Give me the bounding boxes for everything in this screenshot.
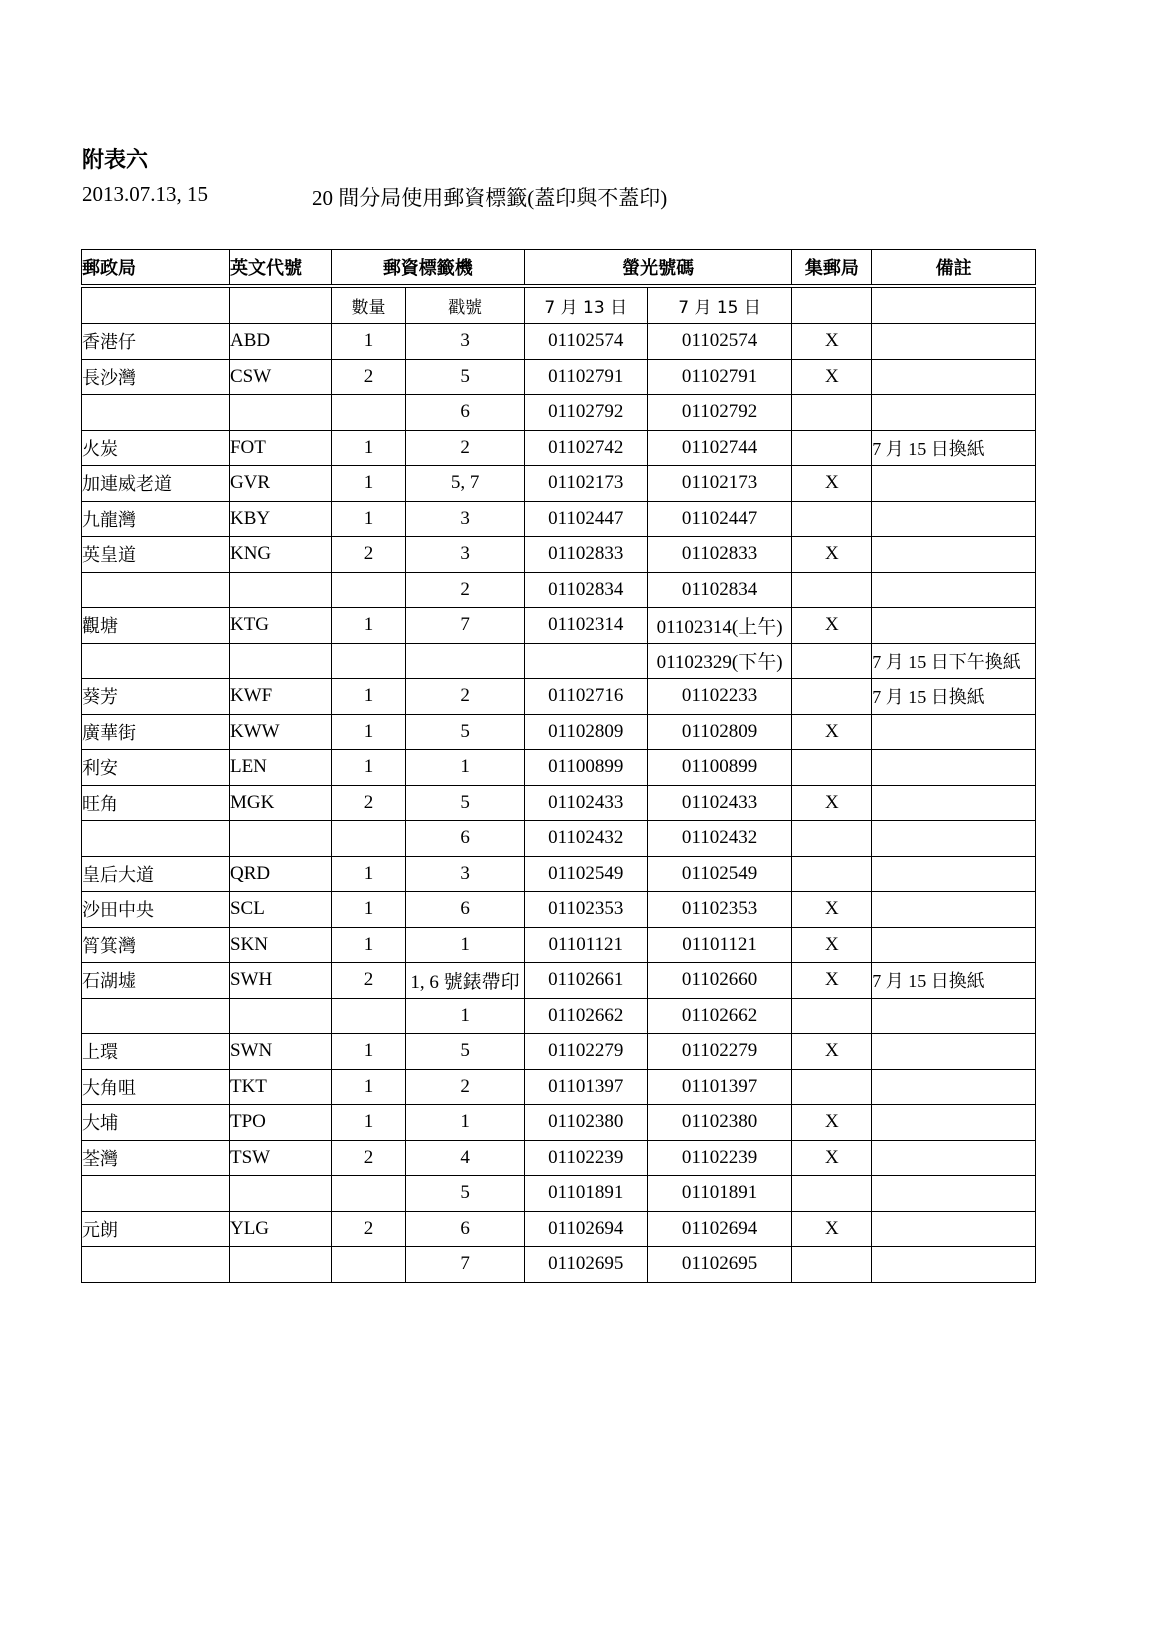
cell-date15: 01101397 [647, 1069, 792, 1105]
table-row [82, 501, 1036, 537]
cell-remark [872, 714, 1036, 750]
cell-date13: 01102791 [524, 359, 647, 395]
cell-qty: 1 [331, 892, 406, 928]
table-row [82, 963, 1036, 999]
subheader-empty [792, 286, 872, 324]
subheader-empty [82, 286, 230, 324]
subheader-stamp: 戳號 [406, 286, 525, 324]
cell-collect [792, 821, 872, 857]
cell-remark [872, 537, 1036, 573]
table-row [82, 466, 1036, 502]
cell-office: 加連威老道 [82, 466, 230, 502]
table-row [82, 572, 1036, 608]
cell-office: 沙田中央 [82, 892, 230, 928]
cell-remark [872, 892, 1036, 928]
cell-remark [872, 1069, 1036, 1105]
cell-collect [792, 430, 872, 466]
cell-date13: 01102792 [524, 395, 647, 431]
cell-stamp: 2 [406, 1069, 525, 1105]
cell-date15: 01100899 [647, 750, 792, 786]
cell-office: 香港仔 [82, 324, 230, 360]
cell-date13: 01102694 [524, 1211, 647, 1247]
cell-code: KWF [229, 679, 331, 715]
cell-date13: 01102834 [524, 572, 647, 608]
cell-remark [872, 1211, 1036, 1247]
cell-qty: 1 [331, 927, 406, 963]
cell-qty: 1 [331, 501, 406, 537]
cell-collect: X [792, 608, 872, 644]
cell-qty: 1 [331, 608, 406, 644]
header-office: 郵政局 [82, 250, 230, 287]
cell-qty [331, 572, 406, 608]
subtitle-line [82, 182, 668, 210]
cell-remark [872, 1176, 1036, 1212]
cell-collect [792, 998, 872, 1034]
cell-stamp: 5, 7 [406, 466, 525, 502]
cell-date15: 01102279 [647, 1034, 792, 1070]
cell-code: ABD [229, 324, 331, 360]
cell-stamp: 7 [406, 1247, 525, 1283]
table-row [82, 537, 1036, 573]
cell-collect [792, 1247, 872, 1283]
cell-stamp: 6 [406, 395, 525, 431]
cell-stamp: 5 [406, 785, 525, 821]
cell-remark [872, 1034, 1036, 1070]
cell-stamp: 3 [406, 501, 525, 537]
cell-stamp: 5 [406, 1176, 525, 1212]
cell-date15: 01102314(上午) [647, 608, 792, 644]
cell-office: 葵芳 [82, 679, 230, 715]
cell-remark [872, 608, 1036, 644]
cell-date13: 01102314 [524, 608, 647, 644]
cell-qty: 2 [331, 537, 406, 573]
cell-date13: 01102447 [524, 501, 647, 537]
cell-office: 筲箕灣 [82, 927, 230, 963]
subheader-d13: 7 月 13 日 [524, 286, 647, 324]
subheader-empty [229, 286, 331, 324]
cell-date13: 01100899 [524, 750, 647, 786]
cell-qty [331, 1247, 406, 1283]
cell-collect: X [792, 1105, 872, 1141]
cell-stamp: 1 [406, 1105, 525, 1141]
cell-remark [872, 1105, 1036, 1141]
cell-remark [872, 572, 1036, 608]
cell-date15: 01102353 [647, 892, 792, 928]
cell-qty [331, 395, 406, 431]
cell-remark [872, 785, 1036, 821]
cell-collect: X [792, 466, 872, 502]
cell-stamp: 1 [406, 750, 525, 786]
cell-date15: 01102233 [647, 679, 792, 715]
cell-collect: X [792, 1034, 872, 1070]
cell-date15: 01102574 [647, 324, 792, 360]
cell-qty: 1 [331, 679, 406, 715]
cell-remark [872, 501, 1036, 537]
cell-office: 英皇道 [82, 537, 230, 573]
cell-date15: 01102809 [647, 714, 792, 750]
cell-date15: 01102380 [647, 1105, 792, 1141]
cell-code: KBY [229, 501, 331, 537]
table-row [82, 608, 1036, 644]
cell-qty: 1 [331, 466, 406, 502]
cell-stamp: 4 [406, 1140, 525, 1176]
cell-qty: 1 [331, 1069, 406, 1105]
cell-qty: 1 [331, 1105, 406, 1141]
cell-date13: 01102380 [524, 1105, 647, 1141]
cell-collect: X [792, 927, 872, 963]
cell-date15: 01102549 [647, 856, 792, 892]
cell-office: 荃灣 [82, 1140, 230, 1176]
table-row [82, 324, 1036, 360]
table-row [82, 430, 1036, 466]
cell-stamp: 3 [406, 537, 525, 573]
cell-date15: 01101121 [647, 927, 792, 963]
header-remark: 備註 [872, 250, 1036, 287]
stamp-label-table [81, 249, 1036, 1283]
cell-date13: 01102833 [524, 537, 647, 573]
cell-qty: 2 [331, 1211, 406, 1247]
cell-remark [872, 1140, 1036, 1176]
table-row [82, 927, 1036, 963]
cell-collect [792, 395, 872, 431]
table-row [82, 395, 1036, 431]
cell-office: 火炭 [82, 430, 230, 466]
cell-collect [792, 572, 872, 608]
cell-code [229, 572, 331, 608]
cell-date13: 01102695 [524, 1247, 647, 1283]
header-code: 英文代號 [229, 250, 331, 287]
cell-date13: 01102173 [524, 466, 647, 502]
cell-stamp: 1 [406, 998, 525, 1034]
cell-date13 [524, 643, 647, 679]
cell-qty: 2 [331, 963, 406, 999]
cell-collect [792, 679, 872, 715]
cell-collect: X [792, 963, 872, 999]
cell-stamp: 2 [406, 430, 525, 466]
cell-date15: 01102695 [647, 1247, 792, 1283]
cell-collect [792, 856, 872, 892]
cell-date15: 01101891 [647, 1176, 792, 1212]
cell-collect: X [792, 892, 872, 928]
cell-collect: X [792, 785, 872, 821]
cell-office [82, 572, 230, 608]
cell-office [82, 1176, 230, 1212]
cell-code: LEN [229, 750, 331, 786]
cell-date15: 01102694 [647, 1211, 792, 1247]
cell-qty: 1 [331, 430, 406, 466]
cell-code: FOT [229, 430, 331, 466]
subheader-row [82, 286, 1036, 324]
cell-code: TKT [229, 1069, 331, 1105]
cell-date15: 01102660 [647, 963, 792, 999]
cell-office: 廣華街 [82, 714, 230, 750]
cell-date15: 01102744 [647, 430, 792, 466]
cell-qty [331, 643, 406, 679]
cell-collect [792, 1069, 872, 1105]
subheader-qty: 數量 [331, 286, 406, 324]
cell-date13: 01102549 [524, 856, 647, 892]
cell-code [229, 395, 331, 431]
cell-date13: 01101891 [524, 1176, 647, 1212]
cell-remark [872, 750, 1036, 786]
cell-date13: 01102809 [524, 714, 647, 750]
cell-office [82, 998, 230, 1034]
cell-date15: 01102791 [647, 359, 792, 395]
cell-remark: 7 月 15 日下午換紙 [872, 643, 1036, 679]
table-row [82, 892, 1036, 928]
cell-stamp: 6 [406, 892, 525, 928]
cell-office: 皇后大道 [82, 856, 230, 892]
table-row [82, 1176, 1036, 1212]
cell-remark [872, 324, 1036, 360]
cell-date13: 01102279 [524, 1034, 647, 1070]
cell-collect [792, 1176, 872, 1212]
cell-collect: X [792, 1211, 872, 1247]
cell-date15: 01102662 [647, 998, 792, 1034]
table-row [82, 359, 1036, 395]
cell-remark: 7 月 15 日換紙 [872, 679, 1036, 715]
page-heading: 附表六 [82, 148, 149, 173]
cell-qty: 1 [331, 856, 406, 892]
cell-qty [331, 998, 406, 1034]
cell-date13: 01102574 [524, 324, 647, 360]
cell-code: KNG [229, 537, 331, 573]
cell-stamp: 1 [406, 927, 525, 963]
cell-office: 大角咀 [82, 1069, 230, 1105]
cell-code [229, 1247, 331, 1283]
cell-code [229, 821, 331, 857]
cell-date15: 01102447 [647, 501, 792, 537]
cell-date13: 01102239 [524, 1140, 647, 1176]
table-row [82, 1247, 1036, 1283]
cell-date13: 01102433 [524, 785, 647, 821]
cell-remark [872, 1247, 1036, 1283]
cell-date13: 01102661 [524, 963, 647, 999]
cell-office: 石湖墟 [82, 963, 230, 999]
date-label: 2013.07.13, 15 [82, 182, 208, 206]
table-row [82, 821, 1036, 857]
cell-office [82, 395, 230, 431]
table-row [82, 1211, 1036, 1247]
cell-collect [792, 501, 872, 537]
cell-remark: 7 月 15 日換紙 [872, 963, 1036, 999]
cell-date15: 01102833 [647, 537, 792, 573]
cell-collect [792, 643, 872, 679]
cell-stamp: 6 [406, 821, 525, 857]
cell-date15: 01102792 [647, 395, 792, 431]
table-row [82, 679, 1036, 715]
cell-office: 元朗 [82, 1211, 230, 1247]
table-row [82, 750, 1036, 786]
cell-code [229, 643, 331, 679]
cell-office [82, 821, 230, 857]
cell-qty [331, 1176, 406, 1212]
cell-remark [872, 359, 1036, 395]
cell-date13: 01102662 [524, 998, 647, 1034]
header-collect: 集郵局 [792, 250, 872, 287]
cell-code: SWH [229, 963, 331, 999]
table-row [82, 785, 1036, 821]
cell-date13: 01102353 [524, 892, 647, 928]
cell-code [229, 1176, 331, 1212]
cell-stamp: 1, 6 號錶帶印 [406, 963, 525, 999]
cell-code: KWW [229, 714, 331, 750]
cell-office: 利安 [82, 750, 230, 786]
cell-stamp: 5 [406, 714, 525, 750]
cell-qty: 2 [331, 359, 406, 395]
cell-stamp: 7 [406, 608, 525, 644]
cell-code: KTG [229, 608, 331, 644]
cell-collect: X [792, 1140, 872, 1176]
table-row [82, 856, 1036, 892]
cell-code: SWN [229, 1034, 331, 1070]
cell-date15: 01102329(下午) [647, 643, 792, 679]
cell-date15: 01102173 [647, 466, 792, 502]
cell-date15: 01102834 [647, 572, 792, 608]
table-row [82, 998, 1036, 1034]
cell-code: TPO [229, 1105, 331, 1141]
cell-stamp: 3 [406, 324, 525, 360]
cell-collect: X [792, 714, 872, 750]
cell-office: 觀塘 [82, 608, 230, 644]
cell-qty [331, 821, 406, 857]
cell-office [82, 643, 230, 679]
cell-date13: 01101397 [524, 1069, 647, 1105]
cell-date15: 01102432 [647, 821, 792, 857]
cell-collect: X [792, 537, 872, 573]
cell-office: 大埔 [82, 1105, 230, 1141]
header-machine: 郵資標籤機 [331, 250, 524, 287]
cell-collect [792, 750, 872, 786]
table-row [82, 1034, 1036, 1070]
cell-date13: 01102432 [524, 821, 647, 857]
cell-qty: 1 [331, 324, 406, 360]
cell-code: SCL [229, 892, 331, 928]
header-row [82, 250, 1036, 287]
cell-stamp: 3 [406, 856, 525, 892]
cell-qty: 2 [331, 785, 406, 821]
cell-code: CSW [229, 359, 331, 395]
cell-code: GVR [229, 466, 331, 502]
cell-code: TSW [229, 1140, 331, 1176]
cell-remark [872, 821, 1036, 857]
cell-date15: 01102239 [647, 1140, 792, 1176]
cell-qty: 1 [331, 1034, 406, 1070]
table-row [82, 1069, 1036, 1105]
cell-code [229, 998, 331, 1034]
cell-office: 九龍灣 [82, 501, 230, 537]
table-row [82, 1140, 1036, 1176]
cell-office: 上環 [82, 1034, 230, 1070]
table-row [82, 1105, 1036, 1141]
table-row [82, 643, 1036, 679]
cell-code: SKN [229, 927, 331, 963]
cell-remark [872, 466, 1036, 502]
cell-stamp: 2 [406, 572, 525, 608]
cell-stamp [406, 643, 525, 679]
cell-collect: X [792, 324, 872, 360]
cell-code: QRD [229, 856, 331, 892]
cell-remark [872, 395, 1036, 431]
cell-remark [872, 998, 1036, 1034]
cell-date13: 01101121 [524, 927, 647, 963]
cell-qty: 2 [331, 1140, 406, 1176]
cell-stamp: 5 [406, 1034, 525, 1070]
cell-date13: 01102742 [524, 430, 647, 466]
cell-qty: 1 [331, 714, 406, 750]
table-title: 20 間分局使用郵資標籤(蓋印與不蓋印) [312, 186, 668, 210]
cell-date15: 01102433 [647, 785, 792, 821]
cell-collect: X [792, 359, 872, 395]
cell-date13: 01102716 [524, 679, 647, 715]
cell-office [82, 1247, 230, 1283]
cell-office: 長沙灣 [82, 359, 230, 395]
cell-remark: 7 月 15 日換紙 [872, 430, 1036, 466]
cell-remark [872, 856, 1036, 892]
subheader-d15: 7 月 15 日 [647, 286, 792, 324]
cell-qty: 1 [331, 750, 406, 786]
cell-code: YLG [229, 1211, 331, 1247]
cell-stamp: 5 [406, 359, 525, 395]
table-row [82, 714, 1036, 750]
cell-code: MGK [229, 785, 331, 821]
cell-stamp: 2 [406, 679, 525, 715]
header-fluor: 螢光號碼 [524, 250, 792, 287]
subheader-empty [872, 286, 1036, 324]
cell-stamp: 6 [406, 1211, 525, 1247]
cell-office: 旺角 [82, 785, 230, 821]
cell-remark [872, 927, 1036, 963]
